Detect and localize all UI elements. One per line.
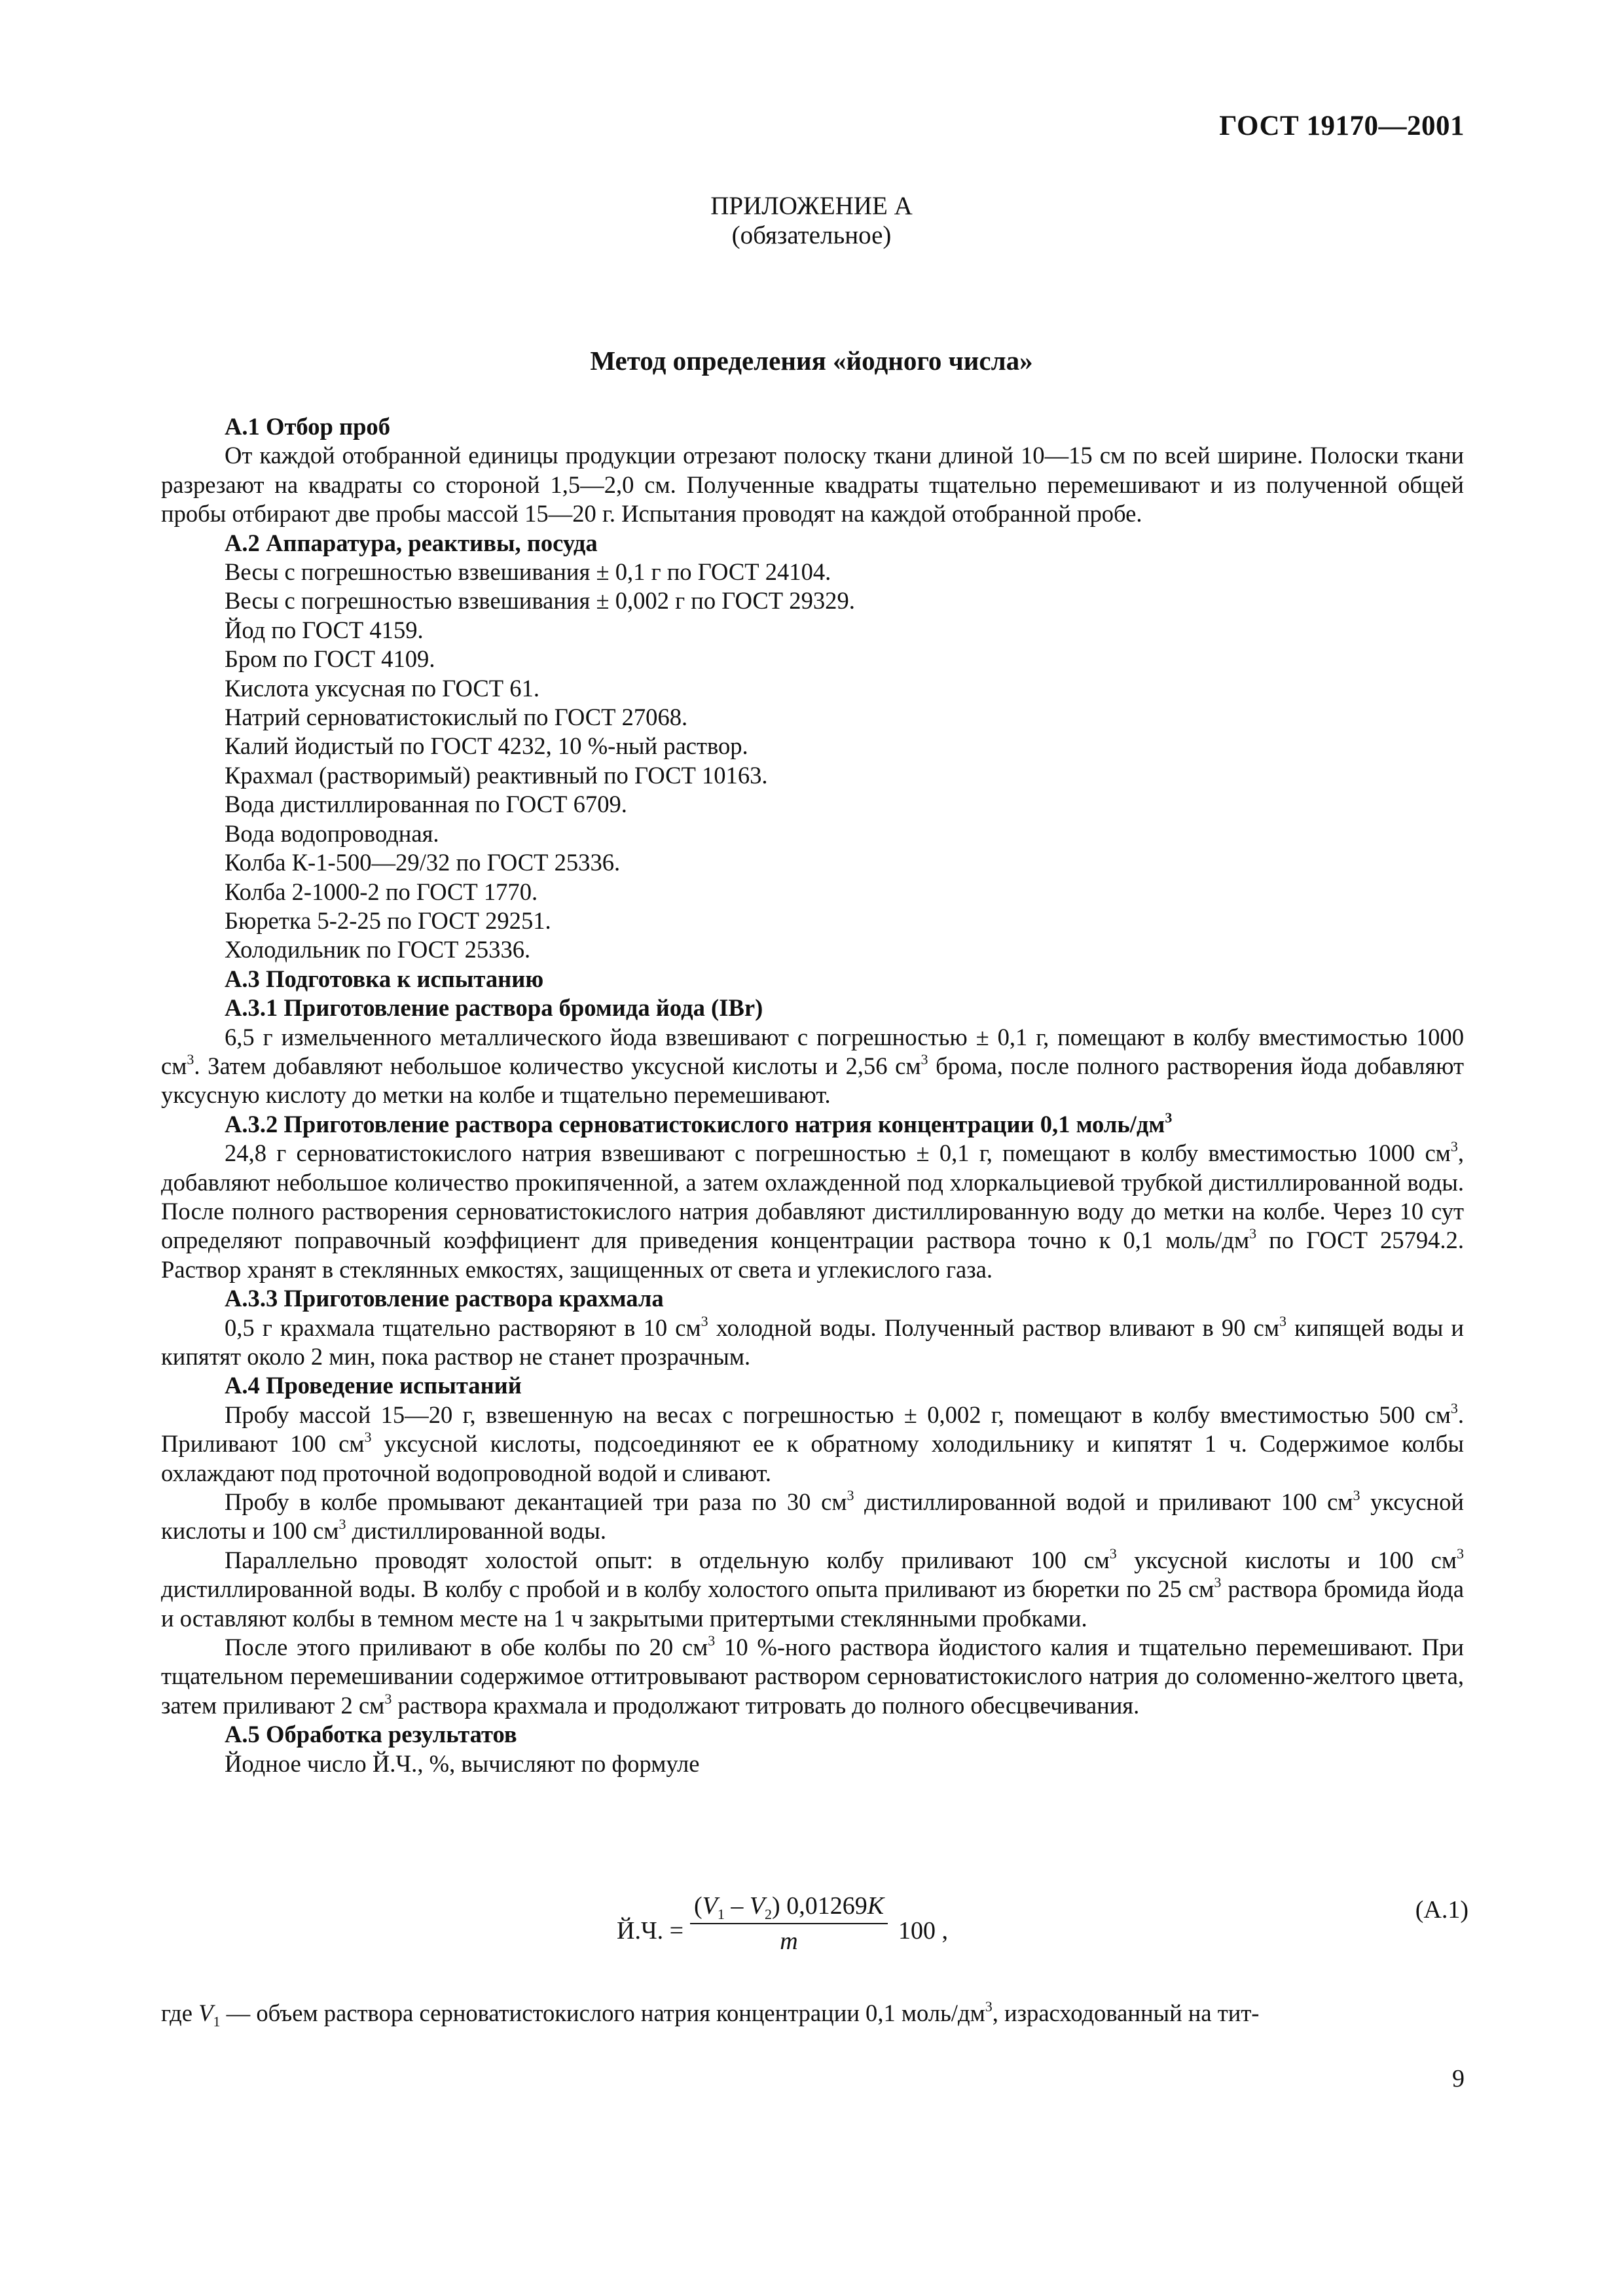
section-a3-heading: А.3 Подготовка к испытанию bbox=[225, 965, 544, 992]
appendix-title: ПРИЛОЖЕНИЕ А bbox=[710, 192, 913, 220]
section-a5-heading: А.5 Обработка результатов bbox=[225, 1721, 517, 1748]
formula-multiplier: 100 , bbox=[898, 1917, 948, 1945]
section-a31-heading: А.3.1 Приготовление раствора бромида йода (IBr) bbox=[225, 994, 763, 1022]
equipment-item: Вода водопроводная. bbox=[225, 819, 439, 847]
equipment-item: Крахмал (растворимый) реактивный по ГОСТ 10163. bbox=[225, 761, 768, 789]
section-a1-text: От каждой отобранной единицы продукции отрезают полоску ткани длиной 10—15 см по всей ширине. Полоски ткани разрезают на квадраты со стороной 1,5—2,0 см. Полученные квадраты тщательно перемешивают и из полученной общей пробы отбирают две пробы массой 15—20 г. Испытания проводят на каждой отобранной пробе. bbox=[161, 442, 1464, 528]
section-a4-paragraph: Пробу в колбе промывают декантацией три раза по 30 $см^3$ дистиллированной водой и приливают 100 $см^3$ уксусной кислоты и 100 $см^3$ дистиллированной воды. bbox=[161, 1487, 1464, 1545]
section-a5-text: Йодное число Й.Ч., %, вычисляют по формуле bbox=[225, 1749, 700, 1777]
equipment-item: Весы с погрешностью взвешивания ± 0,1 г по ГОСТ 24104. bbox=[225, 558, 831, 586]
equipment-item: Колба К-1-500—29/32 по ГОСТ 25336. bbox=[225, 849, 621, 876]
equipment-item: Колба 2-1000-2 по ГОСТ 1770. bbox=[225, 878, 538, 905]
section-a32-heading: А.3.2 Приготовление раствора серноватистокислого натрия концентрации 0,1 моль/$дм^3$ bbox=[225, 1109, 1173, 1138]
section-a4-paragraph: Параллельно проводят холостой опыт: в отдельную колбу приливают 100 $см^3$ уксусной кислоты и 100 $см^3$ дистиллированной воды. В колбу с пробой и в колбу холостого опыта приливают из бюретки по 25 $см^3$ раствора бромида йода и оставляют колбы в темном месте на 1 ч закрытыми притертыми стеклянными пробками. bbox=[161, 1545, 1464, 1632]
variable-definition: где $V_1$ — объем раствора серноватистокислого натрия концентрации 0,1 моль/$дм^3$, израсходованный на тит- bbox=[161, 1998, 1260, 2030]
iodine-number-formula bbox=[610, 1892, 1036, 1964]
page-number: 9 bbox=[1452, 2065, 1465, 2092]
equipment-item: Вода дистиллированная по ГОСТ 6709. bbox=[225, 791, 627, 818]
equipment-item: Кислота уксусная по ГОСТ 61. bbox=[225, 674, 539, 702]
section-a33-heading: А.3.3 Приготовление раствора крахмала bbox=[225, 1285, 664, 1312]
appendix-note: (обязательное) bbox=[731, 221, 892, 249]
section-a4-heading: А.4 Проведение испытаний bbox=[225, 1372, 522, 1399]
equipment-item: Бюретка 5-2-25 по ГОСТ 29251. bbox=[225, 906, 551, 934]
formula-denominator: m bbox=[780, 1928, 798, 1955]
section-a1-heading: А.1 Отбор проб bbox=[225, 413, 390, 440]
equipment-item: Калий йодистый по ГОСТ 4232, 10 %-ный раствор. bbox=[225, 732, 748, 760]
formula-numerator: $(V_1 - V_2)$ 0,01269K bbox=[693, 1892, 884, 1922]
section-a4-paragraph: После этого приливают в обе колбы по 20 $см^3$ 10 %-ного раствора йодистого калия и тщательно перемешивают. При тщательном перемешивании содержимое оттитровывают раствором серноватистокислого натрия до соломенно-желтого цвета, затем приливают 2 $см^3$ раствора крахмала и продолжают титровать до полного обесцвечивания. bbox=[161, 1632, 1464, 1719]
fraction-bar bbox=[690, 1923, 888, 1924]
equipment-item: Бром по ГОСТ 4109. bbox=[225, 645, 435, 673]
equipment-item: Холодильник по ГОСТ 25336. bbox=[225, 936, 531, 963]
equipment-item: Йод по ГОСТ 4159. bbox=[225, 616, 424, 643]
section-a2-heading: А.2 Аппаратура, реактивы, посуда bbox=[225, 529, 598, 556]
equipment-item: Весы с погрешностью взвешивания ± 0,002 г по ГОСТ 29329. bbox=[225, 587, 855, 615]
formula-fraction bbox=[690, 1892, 888, 1956]
document-body bbox=[161, 412, 1464, 1778]
equipment-item: Натрий серноватистокислый по ГОСТ 27068. bbox=[225, 704, 688, 731]
formula-lhs: Й.Ч. = bbox=[617, 1917, 684, 1945]
document-code: ГОСТ 19170—2001 bbox=[1219, 111, 1465, 141]
equation-number: (А.1) bbox=[1415, 1896, 1468, 1924]
section-a31-text: 6,5 г измельченного металлического йода взвешивают с погрешностью ± 0,1 г, помещают в колбу вместимостью 1000 $см^3$. Затем добавляют небольшое количество уксусной кислоты и 2,56 $см^3$ брома, после полного растворения йода добавляют уксусную кислоту до метки на колбе и тщательно перемешивают. bbox=[161, 1023, 1464, 1109]
section-a32-text: 24,8 г серноватистокислого натрия взвешивают с погрешностью ± 0,1 г, помещают в колбу вместимостью 1000 $см^3$, добавляют небольшое количество прокипяченной, а затем охлажденной под хлоркальциевой трубкой дистиллированной воды. После полного растворения серноватистокислого натрия добавляют дистиллированную воду до метки на колбе. Через 10 сут определяют поправочный коэффициент для приведения концентрации раствора точно к 0,1 моль/$дм^3$ по ГОСТ 25794.2. Раствор хранят в стеклянных емкостях, защищенных от света и углекислого газа. bbox=[161, 1138, 1464, 1283]
method-title: Метод определения «йодного числа» bbox=[590, 346, 1033, 376]
section-a33-text: 0,5 г крахмала тщательно растворяют в 10 $см^3$ холодной воды. Полученный раствор вливают в 90 $см^3$ кипящей воды и кипятят около 2 мин, пока раствор не станет прозрачным. bbox=[161, 1312, 1464, 1370]
section-a4-paragraph: Пробу массой 15—20 г, взвешенную на весах с погрешностью ± 0,002 г, помещают в колбу вместимостью 500 $см^3$. Приливают 100 $см^3$ уксусной кислоты, подсоединяют ее к обратному холодильнику и кипятят 1 ч. Содержимое колбы охлаждают под проточной водопроводной водой и сливают. bbox=[161, 1399, 1464, 1486]
